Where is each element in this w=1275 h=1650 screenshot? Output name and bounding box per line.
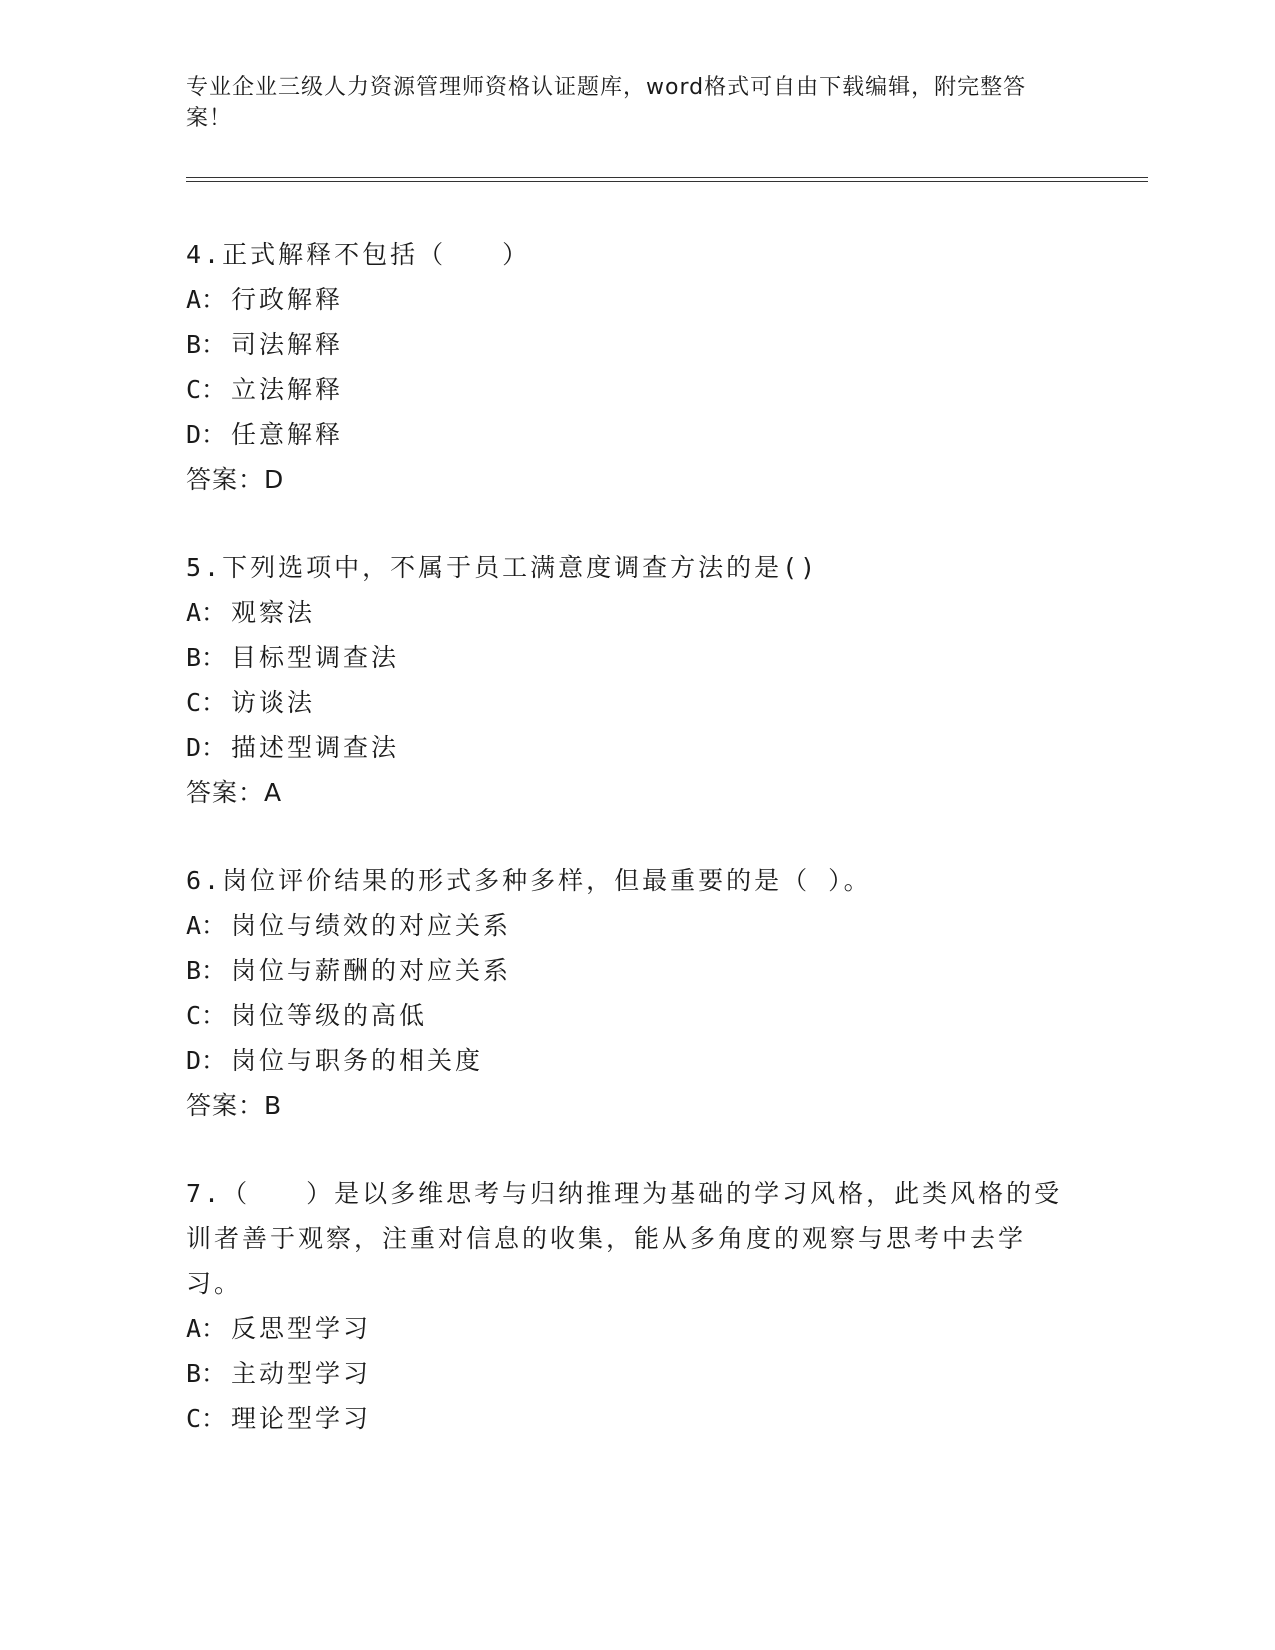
option-text: 主动型学习 (231, 1359, 372, 1388)
question-4 (186, 232, 1066, 502)
option-text: 任意解释 (231, 420, 344, 449)
option-text: 行政解释 (231, 285, 344, 314)
option-text: 岗位与薪酬的对应关系 (231, 956, 512, 985)
option-text: 观察法 (231, 598, 316, 627)
option-label: D： (186, 420, 227, 449)
option-label: A： (186, 911, 227, 940)
option-label: A： (186, 1314, 227, 1343)
question-7 (186, 1171, 1066, 1441)
option-b (186, 322, 1066, 367)
option-text: 目标型调查法 (231, 643, 400, 672)
answer-line: 答案：D (186, 465, 285, 494)
option-a (186, 277, 1066, 322)
option-a (186, 903, 1066, 948)
option-label: B： (186, 1359, 227, 1388)
option-label: B： (186, 956, 227, 985)
option-text: 描述型调查法 (231, 733, 400, 762)
question-stem: 7.（ ）是以多维思考与归纳推理为基础的学习风格，此类风格的受训者善于观察，注重对信息的收集，能从多角度的观察与思考中去学习。 (186, 1179, 1063, 1298)
question-stem: 6.岗位评价结果的形式多种多样，但最重要的是（ ）。 (186, 866, 872, 895)
option-label: B： (186, 643, 227, 672)
option-c (186, 1396, 1066, 1441)
option-a (186, 1306, 1066, 1351)
option-b (186, 1351, 1066, 1396)
option-label: A： (186, 285, 227, 314)
option-text: 访谈法 (231, 688, 316, 717)
option-text: 岗位与职务的相关度 (231, 1046, 484, 1075)
option-c (186, 993, 1066, 1038)
option-text: 岗位与绩效的对应关系 (231, 911, 512, 940)
option-label: C： (186, 688, 227, 717)
answer-line: 答案：B (186, 1091, 283, 1120)
option-c (186, 680, 1066, 725)
option-a (186, 590, 1066, 635)
question-list (186, 232, 1066, 1484)
option-c (186, 367, 1066, 412)
option-label: C： (186, 1001, 227, 1030)
option-text: 反思型学习 (231, 1314, 372, 1343)
option-d (186, 412, 1066, 457)
option-text: 司法解释 (231, 330, 344, 359)
option-label: C： (186, 1404, 227, 1433)
option-label: B： (186, 330, 227, 359)
answer-line: 答案：A (186, 778, 283, 807)
option-b (186, 635, 1066, 680)
header-divider (186, 177, 1148, 182)
question-5 (186, 545, 1066, 815)
option-label: C： (186, 375, 227, 404)
option-label: A： (186, 598, 227, 627)
option-text: 岗位等级的高低 (231, 1001, 428, 1030)
question-6 (186, 858, 1066, 1128)
option-text: 理论型学习 (231, 1404, 372, 1433)
option-text: 立法解释 (231, 375, 344, 404)
option-b (186, 948, 1066, 993)
question-stem: 5.下列选项中，不属于员工满意度调查方法的是() (186, 553, 819, 582)
option-label: D： (186, 733, 227, 762)
option-d (186, 725, 1066, 770)
document-header: 专业企业三级人力资源管理师资格认证题库，word格式可自由下载编辑，附完整答案！ (186, 75, 1027, 131)
option-label: D： (186, 1046, 227, 1075)
question-stem: 4.正式解释不包括（ ） (186, 240, 531, 269)
option-d (186, 1038, 1066, 1083)
